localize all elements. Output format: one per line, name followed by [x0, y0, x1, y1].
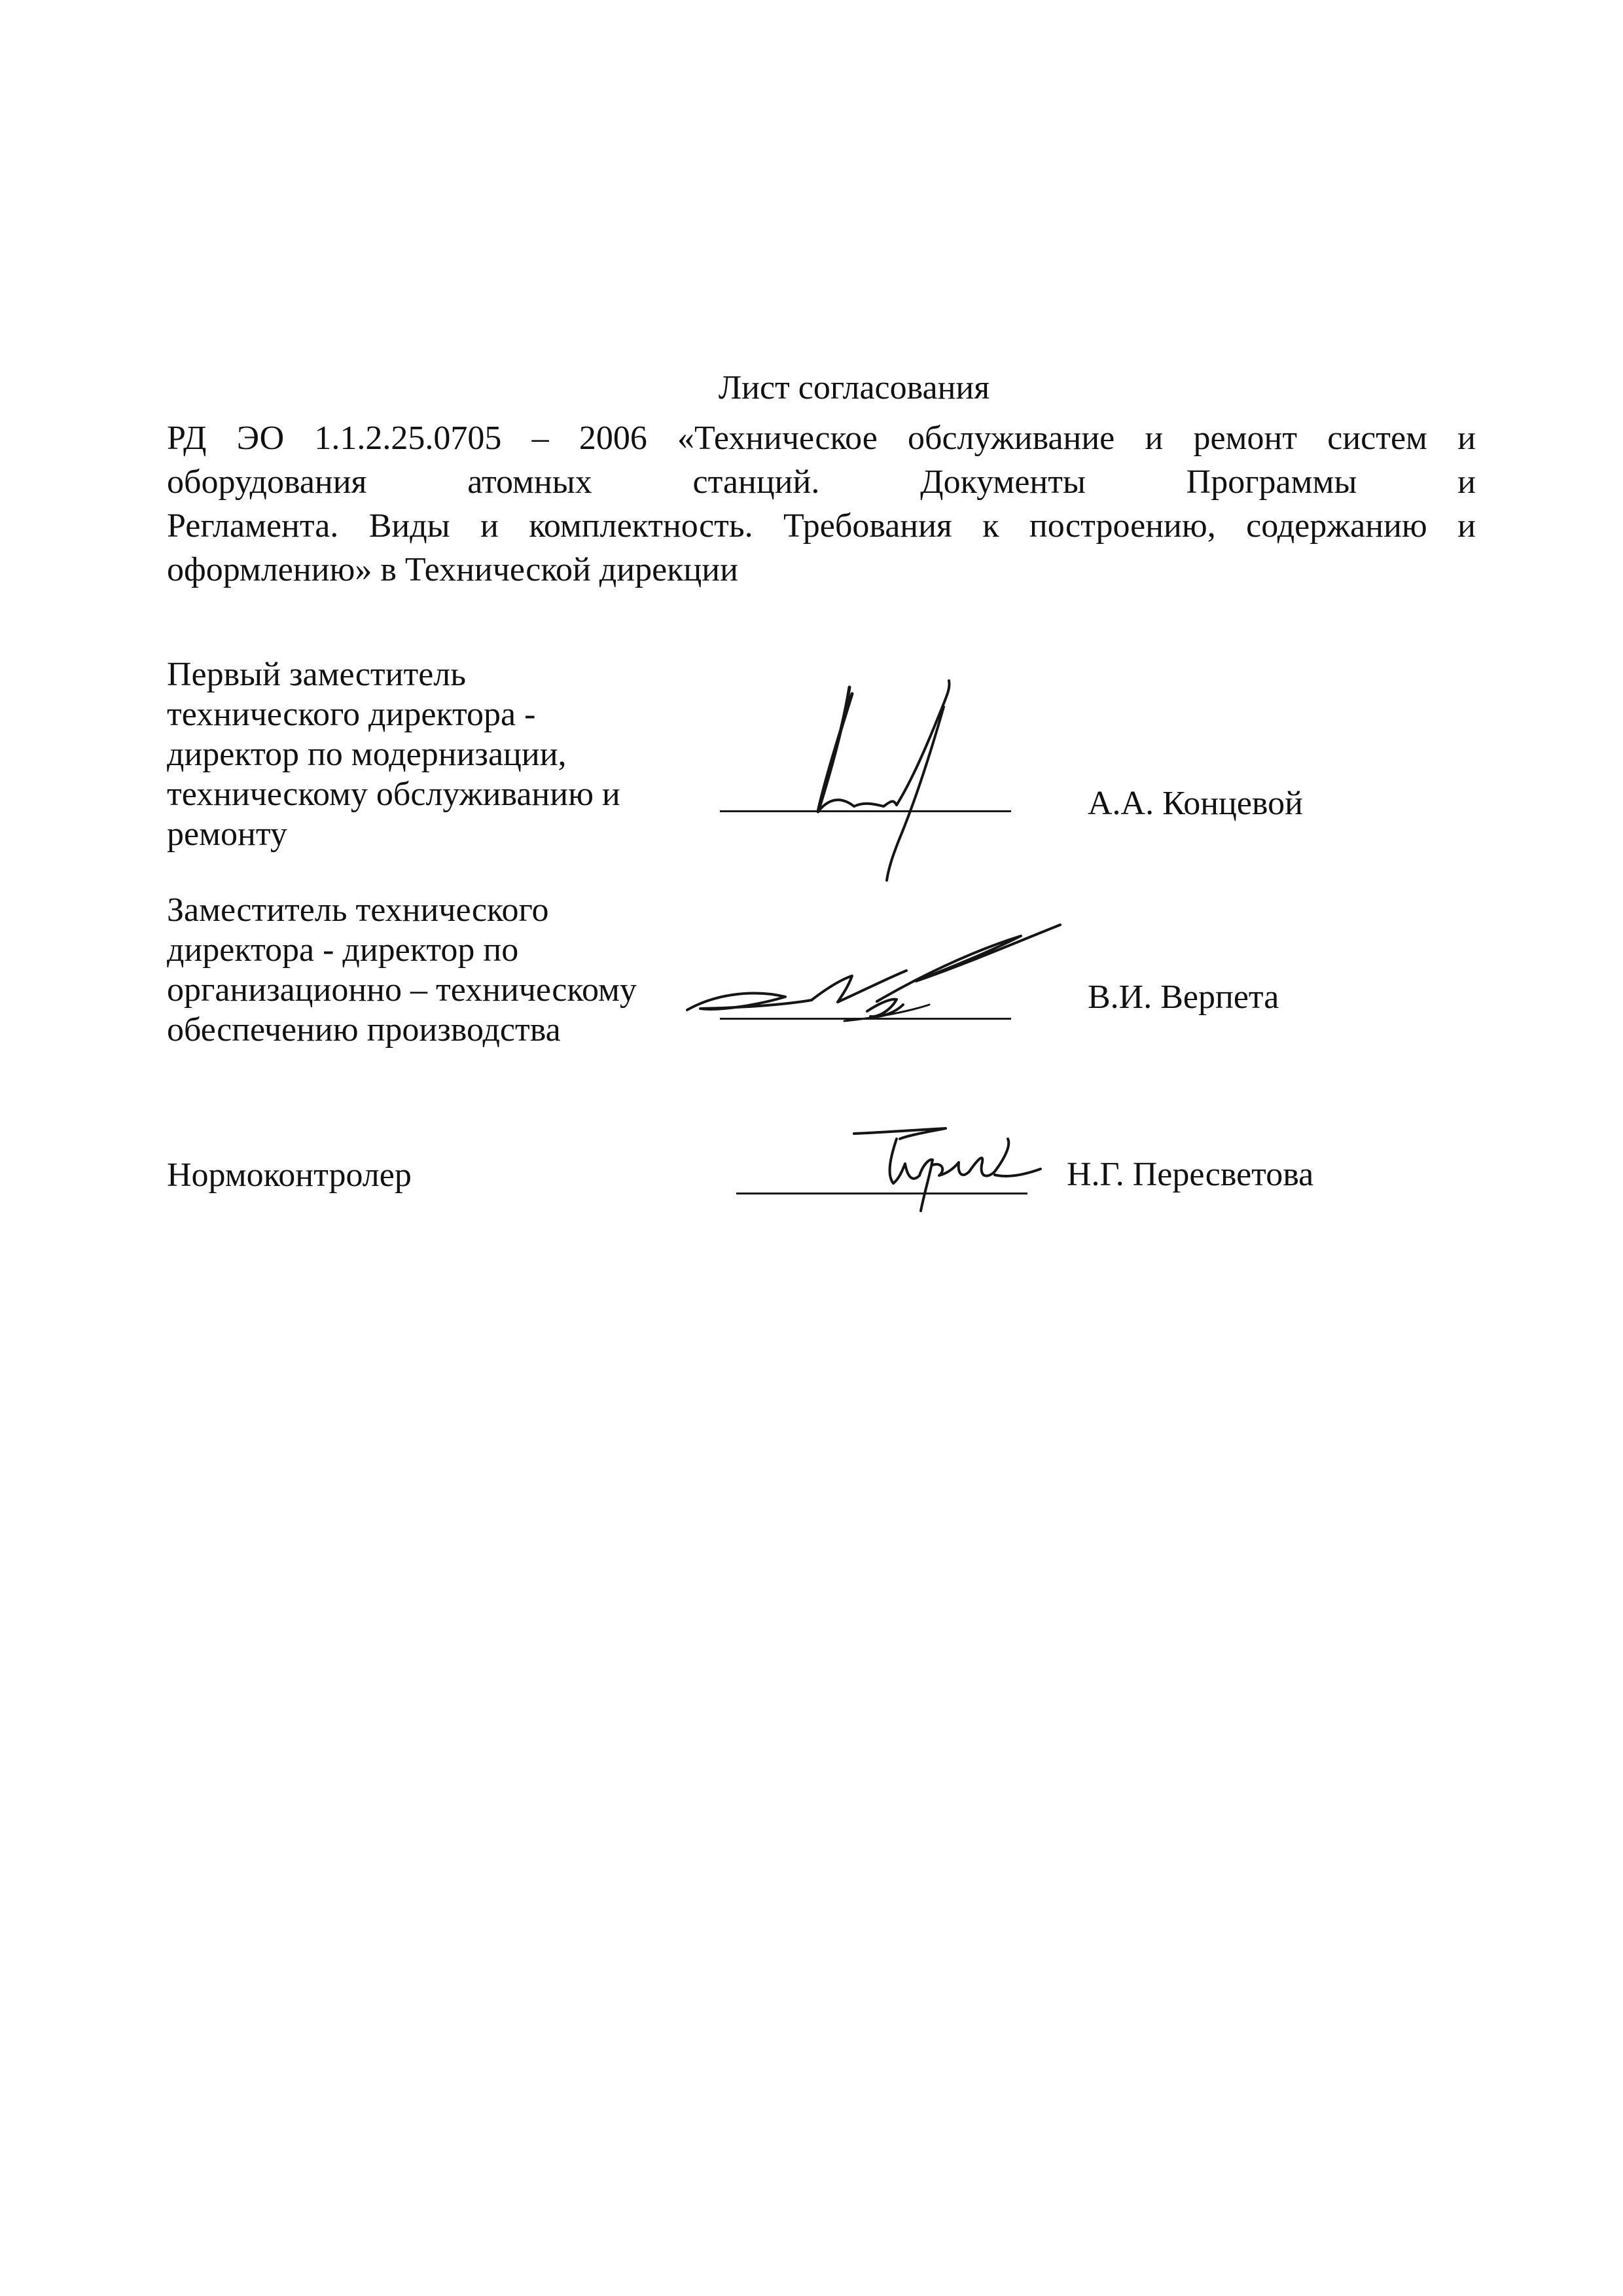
subject-line: оборудования атомных станций. Документы Программы и [167, 463, 1476, 501]
signer-name: В.И. Верпета [1088, 978, 1279, 1016]
position-line: директор по модернизации, [167, 736, 567, 773]
position-line: ремонту [167, 816, 287, 853]
signatory-position [167, 1155, 412, 1195]
signatory-position [167, 890, 637, 1050]
position-line: Нормоконтролер [167, 1157, 412, 1194]
position-line: организационно – техническому [167, 971, 637, 1009]
position-line: технического директора - [167, 696, 536, 733]
position-line: обеспечению производства [167, 1011, 561, 1049]
position-line: Заместитель технического [167, 891, 549, 929]
page-title: Лист согласования [718, 369, 990, 406]
signer-name: А.А. Концевой [1088, 785, 1303, 822]
position-line: Первый заместитель [167, 656, 466, 693]
signature-image [772, 668, 1021, 884]
signature-image [847, 1113, 1044, 1217]
document-subject [167, 416, 1476, 592]
position-line: техническому обслуживанию и [167, 776, 620, 813]
subject-line: оформлению» в Технической дирекции [167, 551, 738, 588]
subject-line: РД ЭО 1.1.2.25.0705 – 2006 «Техническое обслуживание и ремонт систем и [167, 420, 1476, 457]
signatory-position [167, 655, 620, 854]
signer-name: Н.Г. Пересветова [1067, 1156, 1314, 1193]
position-line: директора - директор по [167, 931, 519, 969]
signature-image [681, 913, 1067, 1031]
subject-line: Регламента. Виды и комплектность. Требования к построению, содержанию и [167, 507, 1476, 545]
